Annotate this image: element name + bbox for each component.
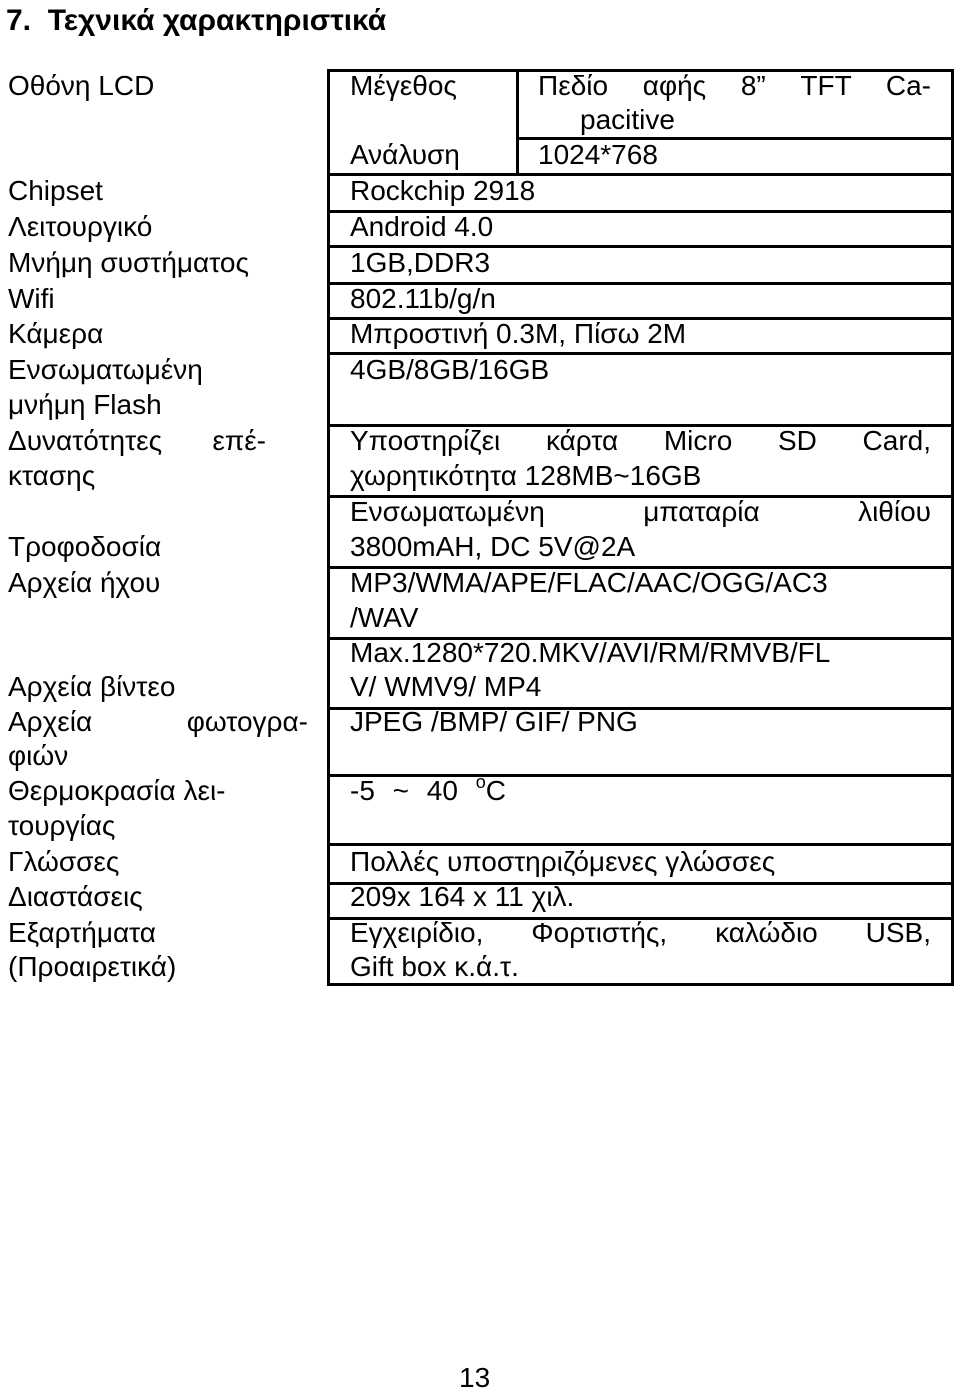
spec-label-dimensions: Διαστάσεις — [8, 881, 143, 912]
temperature-unit: C — [485, 775, 506, 806]
spec-label-accessories: Εξαρτήματα — [8, 917, 156, 948]
column-divider — [327, 69, 330, 986]
spec-sublabel-size: Μέγεθος — [350, 70, 457, 101]
spec-label-audio: Αρχεία ήχου — [8, 567, 161, 598]
page-number: 13 — [459, 1362, 491, 1393]
spec-label-photo: Αρχεία φωτογρα- — [8, 706, 308, 737]
spec-label-temperature: Θερμοκρασία λει- — [8, 775, 226, 806]
spec-value-accessories-line2: Gift box κ.ά.τ. — [350, 951, 519, 982]
spec-value-audio-line1: MP3/WMA/APE/FLAC/AAC/OGG/AC3 — [350, 567, 828, 598]
spec-value-power-line1: Ενσωματωμένη μπαταρία λιθίου — [350, 496, 931, 527]
spec-value-chipset: Rockchip 2918 — [350, 175, 536, 206]
section-number: 7. — [6, 4, 32, 37]
spec-label-video: Αρχεία βίντεο — [8, 671, 176, 702]
column-divider — [516, 69, 519, 173]
spec-label-expansion: Δυνατότητες επέ- — [8, 425, 266, 456]
spec-label-os: Λειτουργικό — [8, 211, 153, 242]
spec-value-flash: 4GB/8GB/16GB — [350, 354, 550, 385]
degree-mark: o — [475, 772, 486, 792]
spec-label-display: Οθόνη LCD — [8, 70, 155, 101]
spec-value-photo: JPEG /BMP/ GIF/ PNG — [350, 706, 638, 737]
spec-value-accessories-line1: Εγχειρίδιο, Φορτιστής, καλώδιο USB, — [350, 917, 931, 948]
spec-value-audio-line2: /WAV — [350, 602, 419, 633]
spec-label-languages: Γλώσσες — [8, 846, 120, 877]
spec-label-power: Τροφοδοσία — [8, 531, 162, 562]
spec-label-camera: Κάμερα — [8, 318, 104, 349]
spec-label-chipset: Chipset — [8, 175, 103, 206]
spec-label-flash: Ενσωματωμένη — [8, 354, 203, 385]
specs-table — [0, 64, 954, 986]
spec-value-expansion-line1: Υποστηρίζει κάρτα Micro SD Card, — [350, 425, 931, 456]
section-title: Τεχνικά χαρακτηριστικά — [47, 4, 387, 37]
spec-value-camera: Μπροστινή 0.3M, Πίσω 2M — [350, 318, 687, 349]
spec-value-wifi: 802.11b/g/n — [350, 283, 496, 314]
spec-value-size-line2: pacitive — [580, 104, 675, 135]
temperature-range: -5 ~ 40 — [350, 775, 458, 806]
spec-value-resolution: 1024*768 — [538, 139, 658, 170]
spec-value-memory: 1GB,DDR3 — [350, 247, 491, 278]
spec-sublabel-resolution: Ανάλυση — [350, 139, 460, 170]
spec-value-temperature — [350, 773, 506, 809]
spec-label-flash-cont: μνήμη Flash — [8, 389, 162, 420]
spec-label-expansion-cont: κτασης — [8, 460, 96, 491]
section-heading — [6, 2, 386, 40]
spec-label-memory: Μνήμη συστήματος — [8, 247, 249, 278]
spec-label-temperature-cont: τουργίας — [8, 810, 116, 841]
spec-value-languages: Πολλές υποστηριζόμενες γλώσσες — [350, 846, 776, 877]
spec-value-os: Android 4.0 — [350, 211, 494, 242]
spec-value-expansion-line2: χωρητικότητα 128MB~16GB — [350, 460, 702, 491]
spec-value-size-line1: Πεδίο αφής 8” TFT Ca- — [538, 70, 931, 101]
column-divider — [951, 69, 954, 986]
spec-label-photo-cont: φιών — [8, 740, 69, 771]
spec-value-video-line1: Max.1280*720.MKV/AVI/RM/RMVB/FL — [350, 637, 831, 668]
spec-value-power-line2: 3800mAH, DC 5V@2A — [350, 531, 636, 562]
spec-value-video-line2: V/ WMV9/ MP4 — [350, 671, 542, 702]
spec-value-dimensions: 209x 164 x 11 χιλ. — [350, 881, 575, 912]
spec-label-wifi: Wifi — [8, 283, 55, 314]
spec-label-accessories-cont: (Προαιρετικά) — [8, 951, 177, 982]
